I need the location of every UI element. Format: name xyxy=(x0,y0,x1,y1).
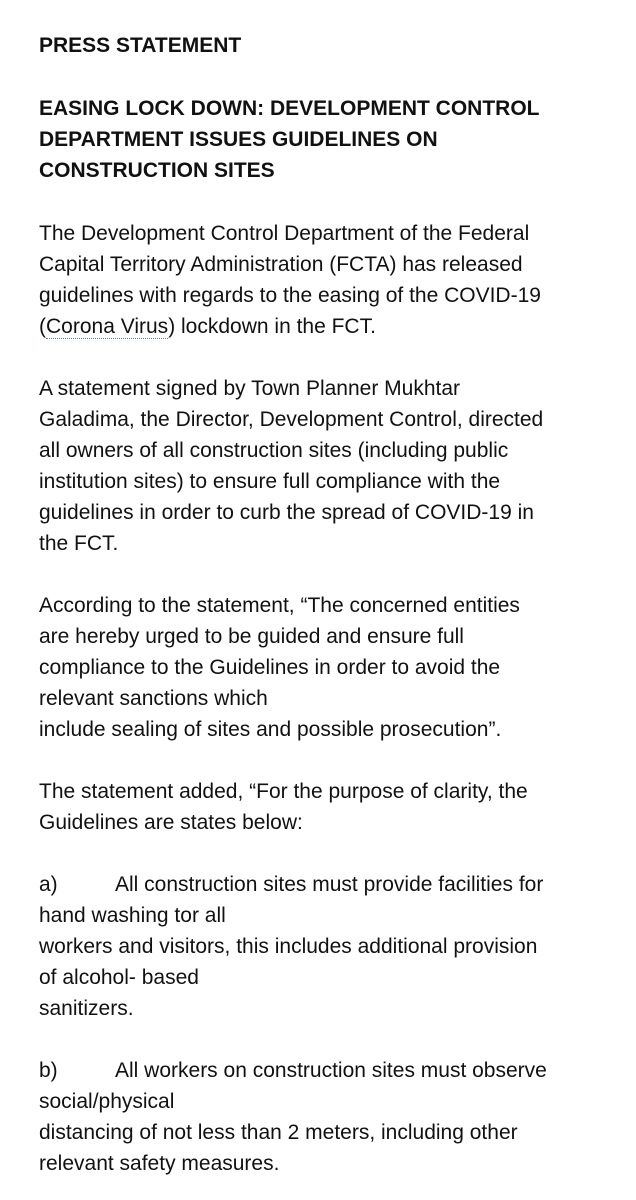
title-line: CONSTRUCTION SITES xyxy=(39,159,275,182)
spacer xyxy=(39,838,616,869)
text-line: The statement added, “For the purpose of clarity, the xyxy=(39,780,528,803)
text-line: guidelines in order to curb the spread of COVID-19 in xyxy=(39,501,534,524)
guideline-item-b xyxy=(39,1055,616,1179)
spacer xyxy=(39,61,616,93)
text-line xyxy=(39,1055,616,1086)
text-line: A statement signed by Town Planner Mukhtar xyxy=(39,377,461,400)
text-fragment: ) lockdown in the FCT. xyxy=(168,315,376,338)
item-marker: a) xyxy=(39,873,58,896)
paragraph-statement xyxy=(39,373,616,559)
title-line: EASING LOCK DOWN: DEVELOPMENT CONTROL xyxy=(39,97,540,120)
text-line: sanitizers. xyxy=(39,997,134,1020)
text-line: social/physical xyxy=(39,1090,175,1113)
text-line: distancing of not less than 2 meters, including other xyxy=(39,1121,518,1144)
corona-virus-link[interactable]: Corona Virus xyxy=(46,315,169,338)
spacer xyxy=(39,186,616,218)
text-line: relevant safety measures. xyxy=(39,1152,280,1175)
text-fragment: All workers on construction sites must observe xyxy=(115,1059,547,1082)
text-line: workers and visitors, this includes additional provision xyxy=(39,935,538,958)
paragraph-guidelines-intro xyxy=(39,776,616,838)
text-line: The Development Control Department of the Federal xyxy=(39,222,530,245)
spacer xyxy=(39,745,616,776)
text-line: of alcohol- based xyxy=(39,966,199,989)
text-line: hand washing tor all xyxy=(39,904,226,927)
document-label: PRESS STATEMENT xyxy=(39,34,242,57)
item-marker: b) xyxy=(39,1059,58,1082)
document-title xyxy=(39,93,616,186)
spacer xyxy=(39,559,616,590)
text-line: institution sites) to ensure full compliance with the xyxy=(39,470,501,493)
guideline-item-a xyxy=(39,869,616,1024)
text-line: include sealing of sites and possible prosecution”. xyxy=(39,718,502,741)
text-line: relevant sanctions which xyxy=(39,687,268,710)
text-line xyxy=(39,311,616,342)
text-line: Galadima, the Director, Development Control, directed xyxy=(39,408,544,431)
spacer xyxy=(39,342,616,373)
text-line: According to the statement, “The concerned entities xyxy=(39,594,520,617)
text-fragment: All construction sites must provide facilities for xyxy=(115,873,544,896)
text-line: Capital Territory Administration (FCTA) has released xyxy=(39,253,523,276)
text-line: compliance to the Guidelines in order to avoid the xyxy=(39,656,501,679)
text-line: the FCT. xyxy=(39,532,119,555)
text-line: all owners of all construction sites (including public xyxy=(39,439,509,462)
spacer xyxy=(39,1024,616,1055)
text-fragment: ( xyxy=(39,315,46,338)
title-line: DEPARTMENT ISSUES GUIDELINES ON xyxy=(39,128,438,151)
text-line: Guidelines are states below: xyxy=(39,811,303,834)
text-line: guidelines with regards to the easing of the COVID-19 xyxy=(39,284,541,307)
text-line: are hereby urged to be guided and ensure full xyxy=(39,625,464,648)
paragraph-quote xyxy=(39,590,616,745)
text-line xyxy=(39,869,616,900)
paragraph-intro xyxy=(39,218,616,342)
